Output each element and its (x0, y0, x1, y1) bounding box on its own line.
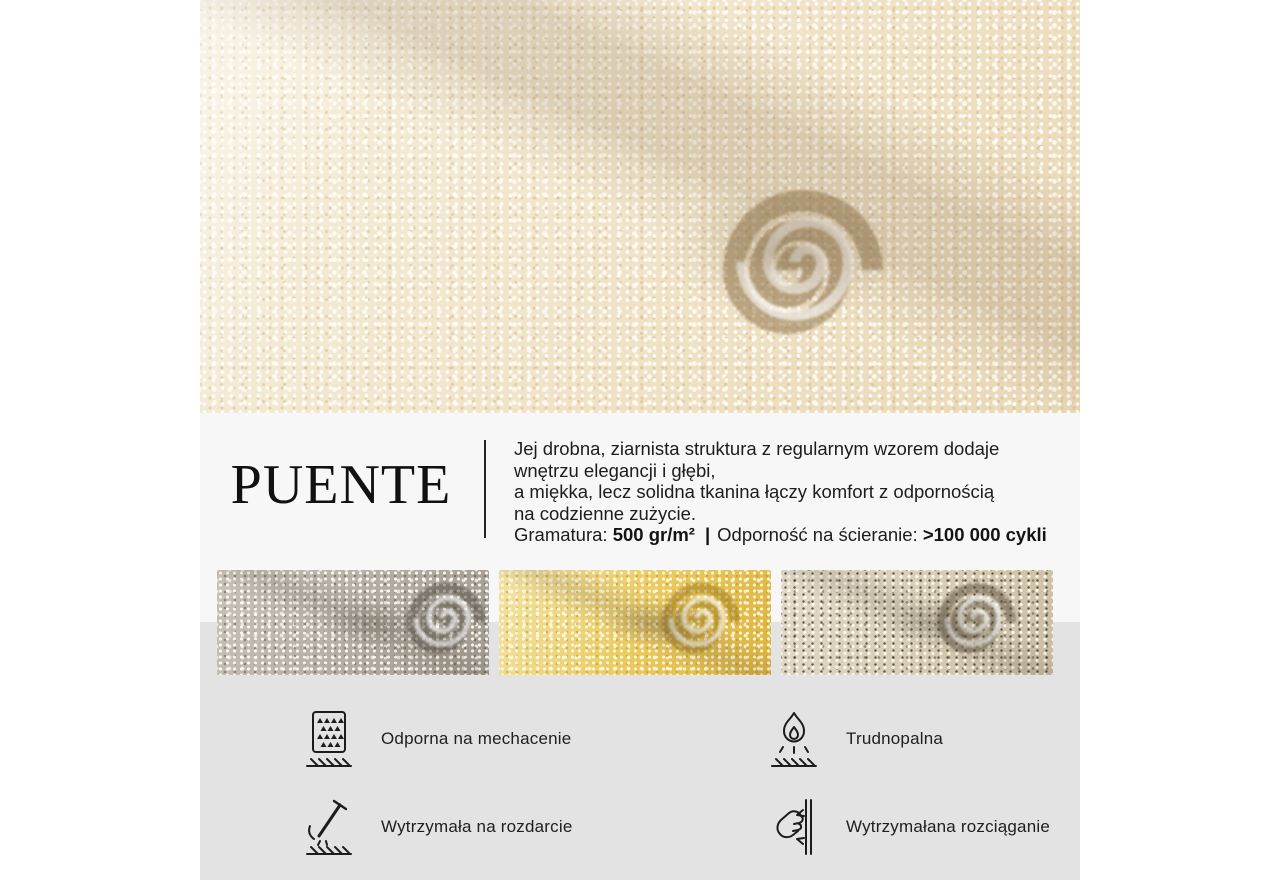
fabric-folds (217, 570, 489, 675)
feature-label: Wytrzymała na rozdarcie (381, 817, 573, 836)
tear-resistance-icon (305, 798, 353, 856)
feature-anti-pilling (305, 710, 770, 768)
fabric-swirl (608, 570, 771, 675)
description-line: a miękka, lecz solidna tkanina łączy komfort z odpornością (514, 481, 995, 503)
description-line: Jej drobna, ziarnista struktura z regularnym wzorem dodaje (514, 438, 1000, 459)
feature-label: Trudnopalna (846, 729, 944, 748)
feature-label: Odporna na mechacenie (381, 729, 572, 748)
swatch-beige-speckled[interactable] (781, 570, 1053, 675)
anti-pilling-icon (305, 710, 353, 768)
weight-value: 500 gr/m² (612, 524, 695, 546)
product-title: PUENTE (230, 454, 452, 516)
fabric-texture (781, 570, 1053, 675)
abrasion-label: Odporność na ścieranie: (717, 524, 918, 546)
fabric-texture (200, 0, 1080, 413)
product-infographic (200, 0, 1080, 880)
swatch-yellow[interactable] (499, 570, 771, 675)
feature-stretch-resistance (770, 798, 1080, 856)
swatch-silver-gray[interactable] (217, 570, 489, 675)
product-specs (514, 524, 1047, 546)
stretch-resistance-icon (770, 798, 818, 856)
fabric-texture (499, 570, 771, 675)
title-divider (484, 440, 486, 538)
flame-retardant-icon (770, 710, 818, 768)
fabric-folds (499, 570, 771, 675)
feature-flame-retardant (770, 710, 1080, 768)
abrasion-value: >100 000 cykli (922, 524, 1047, 546)
product-description (514, 438, 1047, 546)
description-line: wnętrzu elegancji i głębi, (514, 459, 716, 481)
feature-tear-resistance (305, 798, 770, 856)
fabric-swirl (884, 570, 1053, 675)
description-line: na codzienne zużycie. (514, 502, 697, 524)
weight-label: Gramatura: (514, 524, 608, 546)
feature-label: Wytrzymałana rozciąganie (846, 817, 1051, 836)
fabric-swirl (353, 570, 489, 675)
fabric-texture (217, 570, 489, 675)
fabric-folds (200, 0, 1080, 413)
hero-fabric-photo (200, 0, 1080, 413)
specs-separator: | (704, 524, 711, 546)
variant-swatches (217, 570, 1053, 675)
fabric-folds (781, 570, 1053, 675)
fabric-swirl (622, 145, 952, 395)
